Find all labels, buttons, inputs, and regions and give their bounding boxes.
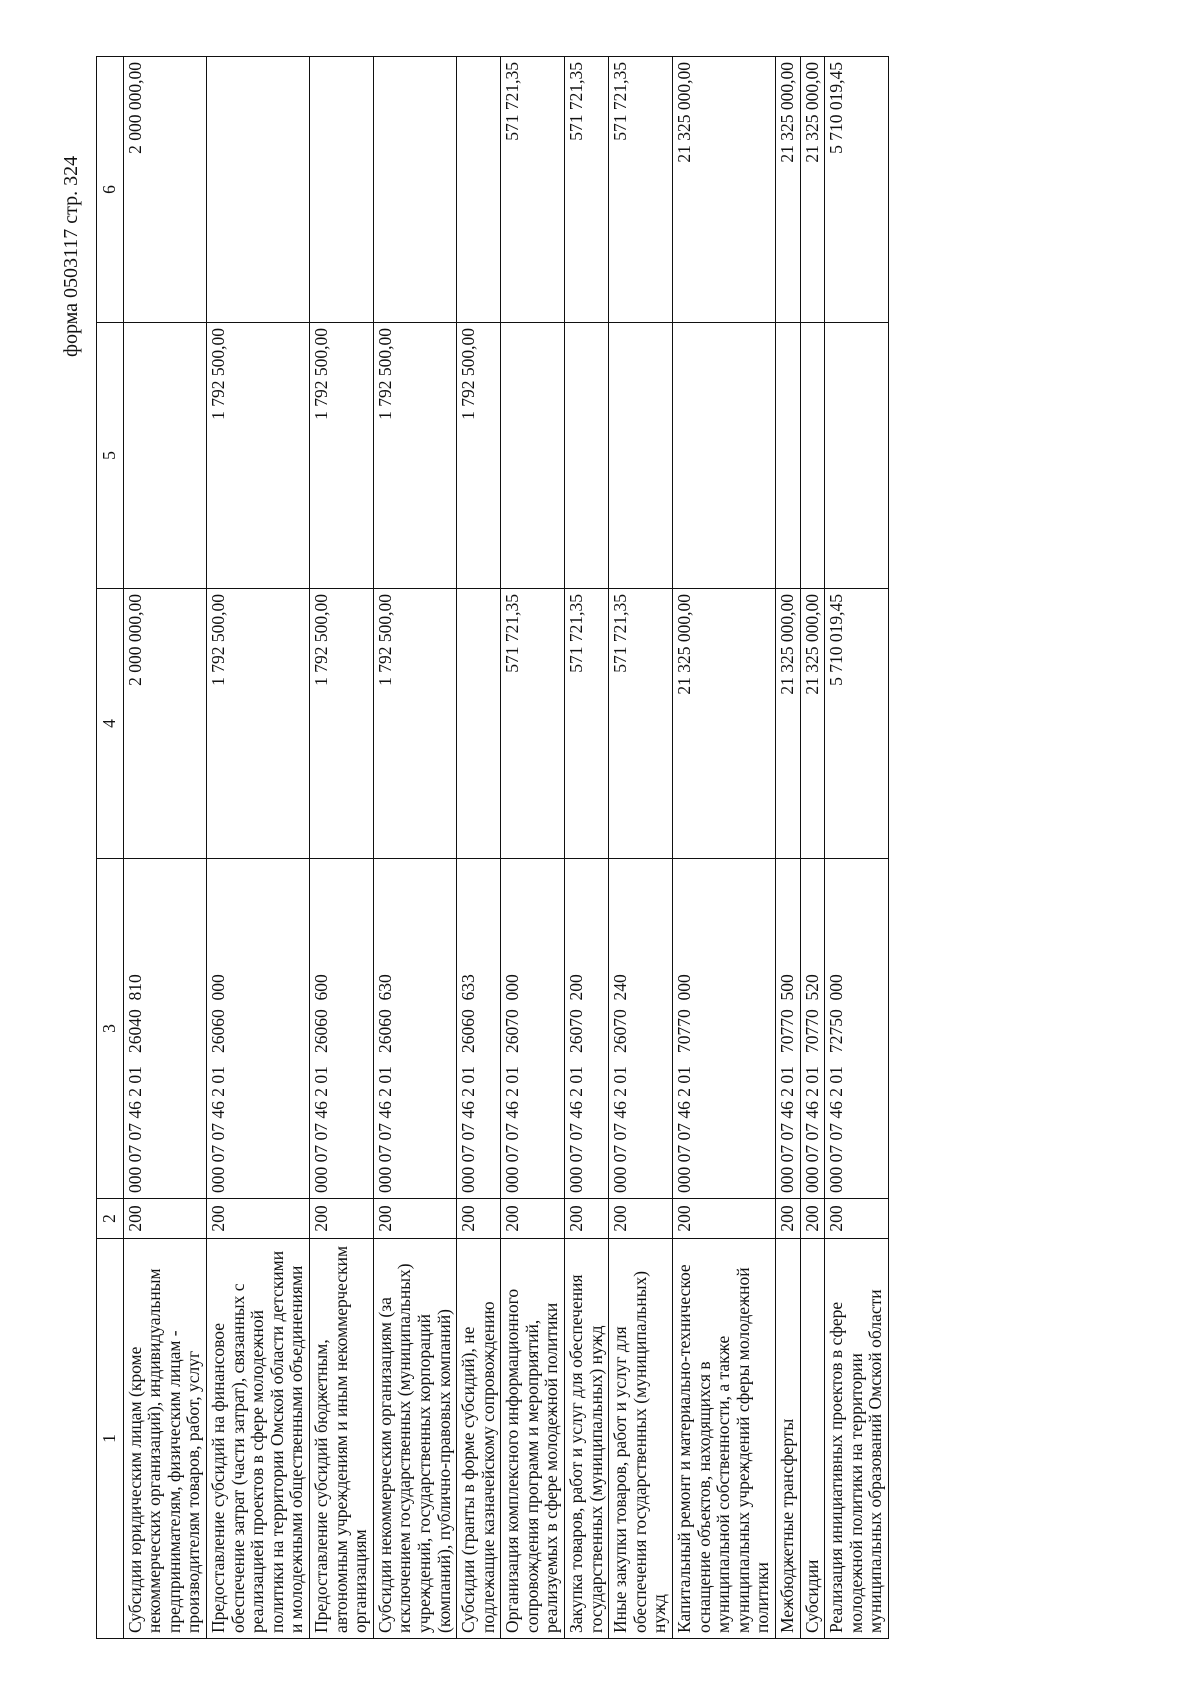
column-number: 2 [97,1199,124,1239]
line-code: 200 [825,1199,889,1239]
approved-amount [457,589,501,859]
row-name: Субсидии некоммерческим организациям (за исключением государственных (муниципальных) учреждений, государственных корпораций (компаний), публично-правовых компаний) [373,1239,456,1639]
approved-amount: 5 710 019,45 [825,589,889,859]
line-code: 200 [206,1199,309,1239]
column-number: 3 [97,859,124,1199]
column-number: 1 [97,1239,124,1639]
approved-amount: 571 721,35 [609,589,673,859]
line-code: 200 [609,1199,673,1239]
table-row [373,57,456,1639]
approved-amount: 1 792 500,00 [373,589,456,859]
unexecuted-amount: 571 721,35 [501,57,565,323]
line-code: 200 [800,1199,825,1239]
budget-classification-code: 000 07 07 46 2 01 72750 000 [825,859,889,1199]
line-code: 200 [776,1199,801,1239]
budget-classification-code: 000 07 07 46 2 01 26070 200 [565,859,609,1199]
approved-amount: 1 792 500,00 [206,589,309,859]
approved-amount: 2 000 000,00 [123,589,206,859]
executed-amount: 1 792 500,00 [309,323,373,589]
table-row [123,57,206,1639]
unexecuted-amount: 2 000 000,00 [123,57,206,323]
unexecuted-amount: 21 325 000,00 [776,57,801,323]
executed-amount [825,323,889,589]
line-code: 200 [123,1199,206,1239]
budget-classification-code: 000 07 07 46 2 01 26040 810 [123,859,206,1199]
table-row [309,57,373,1639]
executed-amount [565,323,609,589]
budget-classification-code: 000 07 07 46 2 01 26060 633 [457,859,501,1199]
row-name: Капитальный ремонт и материально-техническое оснащение объектов, находящихся в муниципальной собственности, а также муниципальных учреждений сферы молодежной политики [673,1239,776,1639]
line-code: 200 [673,1199,776,1239]
unexecuted-amount [206,57,309,323]
table-row [206,57,309,1639]
row-name: Межбюджетные трансферты [776,1239,801,1639]
line-code: 200 [373,1199,456,1239]
line-code: 200 [565,1199,609,1239]
row-name: Реализация инициативных проектов в сфере молодежной политики на территории муниципальных образований Омской области [825,1239,889,1639]
row-name: Закупка товаров, работ и услуг для обеспечения государственных (муниципальных) нужд [565,1239,609,1639]
row-name: Субсидии (гранты в форме субсидий), не подлежащие казначейскому сопровождению [457,1239,501,1639]
budget-classification-code: 000 07 07 46 2 01 26060 600 [309,859,373,1199]
executed-amount: 1 792 500,00 [206,323,309,589]
approved-amount: 21 325 000,00 [776,589,801,859]
row-name: Иные закупки товаров, работ и услуг для обеспечения государственных (муниципальных) нужд [609,1239,673,1639]
column-number: 4 [97,589,124,859]
row-name: Субсидии [800,1239,825,1639]
budget-classification-code: 000 07 07 46 2 01 70770 520 [800,859,825,1199]
unexecuted-amount: 571 721,35 [609,57,673,323]
table-row [800,57,825,1639]
line-code: 200 [309,1199,373,1239]
executed-amount: 1 792 500,00 [457,323,501,589]
approved-amount: 571 721,35 [501,589,565,859]
column-number: 5 [97,323,124,589]
unexecuted-amount: 21 325 000,00 [800,57,825,323]
executed-amount [123,323,206,589]
executed-amount: 1 792 500,00 [373,323,456,589]
table-row [457,57,501,1639]
executed-amount [800,323,825,589]
table-row [673,57,776,1639]
table-body [123,57,888,1639]
unexecuted-amount: 571 721,35 [565,57,609,323]
unexecuted-amount [457,57,501,323]
budget-classification-code: 000 07 07 46 2 01 26070 000 [501,859,565,1199]
table-row [776,57,801,1639]
unexecuted-amount [309,57,373,323]
executed-amount [673,323,776,589]
table-row [501,57,565,1639]
column-number-row [97,57,124,1639]
line-code: 200 [457,1199,501,1239]
budget-classification-code: 000 07 07 46 2 01 26070 240 [609,859,673,1199]
budget-execution-table [96,56,889,1639]
table-row [565,57,609,1639]
unexecuted-amount: 5 710 019,45 [825,57,889,323]
row-name: Предоставление субсидий на финансовое обеспечение затрат (части затрат), связанных с реализацией проектов в сфере молодежной политики на территории Омской области детскими и молодежными общественными объединениями [206,1239,309,1639]
budget-classification-code: 000 07 07 46 2 01 26060 630 [373,859,456,1199]
line-code: 200 [501,1199,565,1239]
approved-amount: 1 792 500,00 [309,589,373,859]
approved-amount: 21 325 000,00 [800,589,825,859]
row-name: Предоставление субсидий бюджетным, автономным учреждениям и иным некоммерческим организациям [309,1239,373,1639]
column-number: 6 [97,57,124,323]
unexecuted-amount [373,57,456,323]
approved-amount: 21 325 000,00 [673,589,776,859]
budget-classification-code: 000 07 07 46 2 01 70770 000 [673,859,776,1199]
budget-classification-code: 000 07 07 46 2 01 70770 500 [776,859,801,1199]
table-row [825,57,889,1639]
executed-amount [776,323,801,589]
form-page-header: форма 0503117 стр. 324 [60,155,82,357]
executed-amount [501,323,565,589]
row-name: Организация комплексного информационного сопровождения программ и мероприятий, реализуемых в сфере молодежной политики [501,1239,565,1639]
approved-amount: 571 721,35 [565,589,609,859]
row-name: Субсидии юридическим лицам (кроме некоммерческих организаций), индивидуальным предпринимателям, физическим лицам - производителям товаров, работ, услуг [123,1239,206,1639]
executed-amount [609,323,673,589]
unexecuted-amount: 21 325 000,00 [673,57,776,323]
budget-classification-code: 000 07 07 46 2 01 26060 000 [206,859,309,1199]
table-row [609,57,673,1639]
